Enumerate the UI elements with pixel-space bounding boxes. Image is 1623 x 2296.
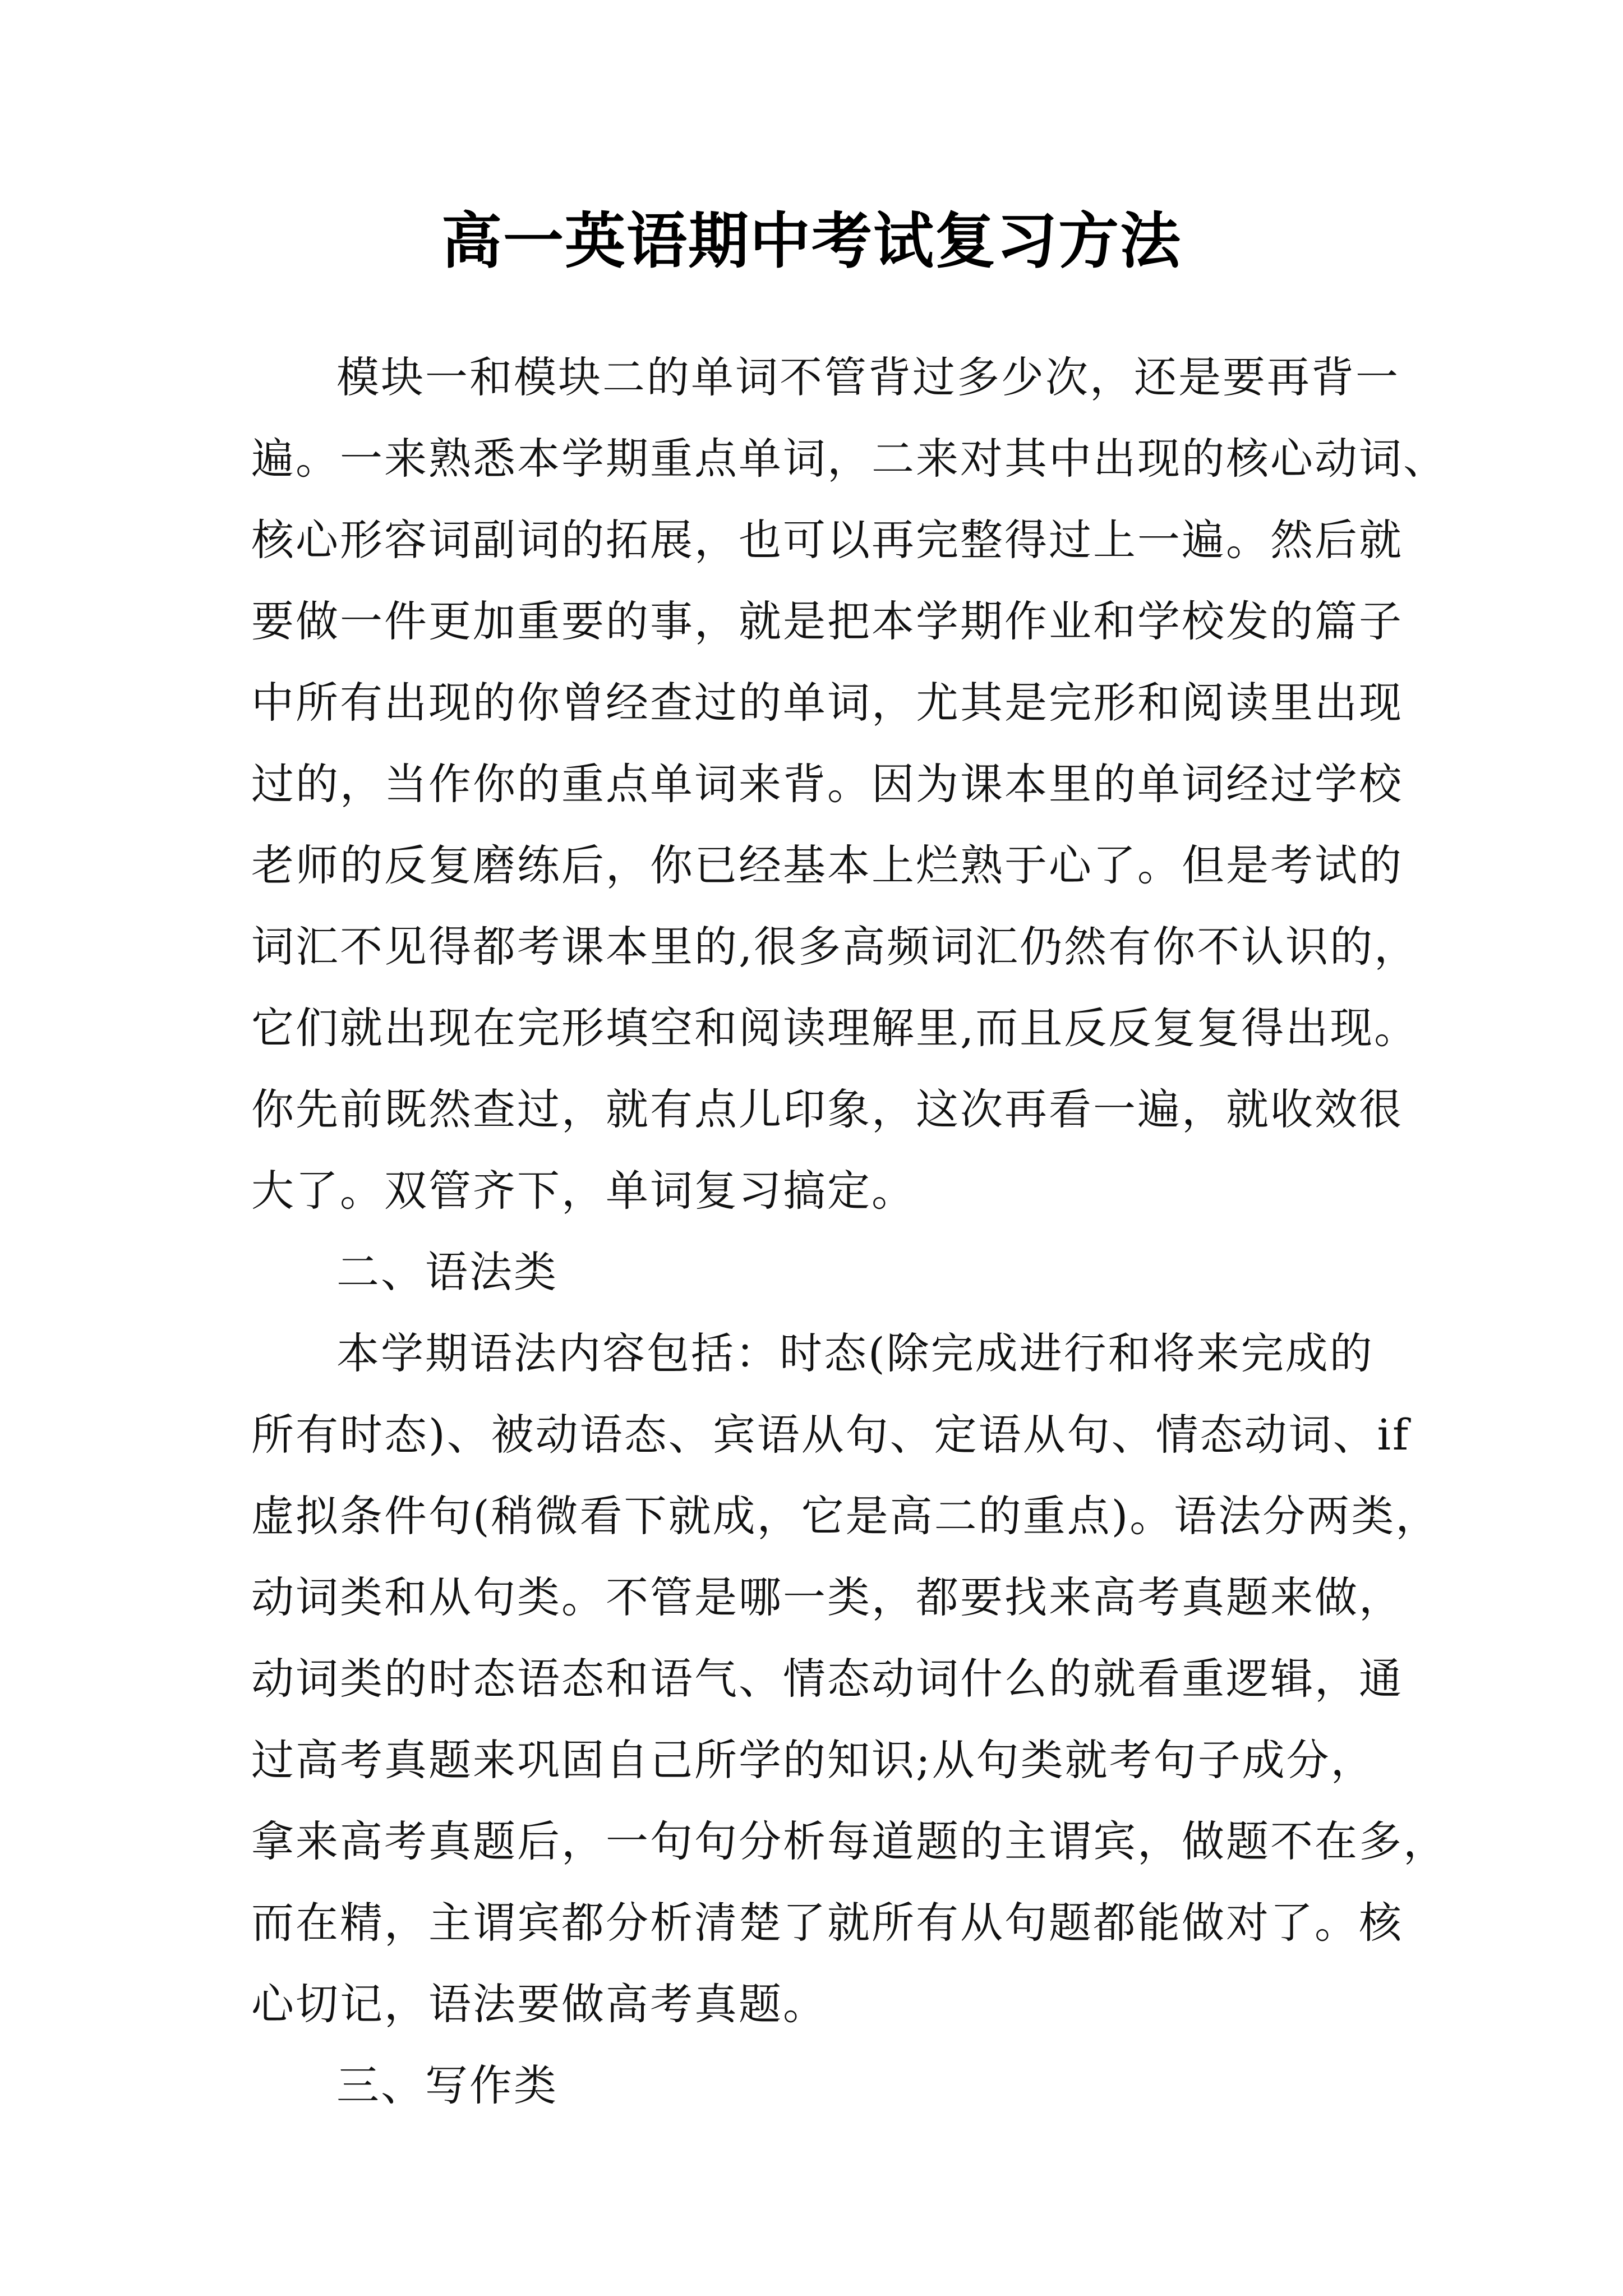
paragraph-line: 大了。双管齐下，单词复习搞定。 <box>251 1166 916 1216</box>
paragraph-line: 过高考真题来巩固自己所学的知识;从句类就考句子成分， <box>251 1735 1375 1785</box>
paragraph-line: 要做一件更加重要的事，就是把本学期作业和学校发的篇子 <box>251 596 1403 646</box>
paragraph-line: 本学期语法内容包括：时态(除完成进行和将来完成的 <box>336 1328 1374 1378</box>
paragraph-line: 它们就出现在完形填空和阅读理解里,而且反反复复得出现。 <box>251 1003 1419 1053</box>
paragraph-line: 你先前既然查过，就有点儿印象，这次再看一遍，就收效很 <box>251 1084 1403 1134</box>
paragraph-line: 而在精，主谓宾都分析清楚了就所有从句题都能做对了。核 <box>251 1898 1403 1948</box>
document-title: 高一英语期中考试复习方法 <box>441 206 1182 277</box>
document-body <box>251 337 1447 2126</box>
paragraph-line: 老师的反复磨练后，你已经基本上烂熟于心了。但是考试的 <box>251 840 1403 890</box>
paragraph-line: 拿来高考真题后，一句句分析每道题的主谓宾，做题不在多， <box>251 1816 1447 1866</box>
paragraph-line: 心切记，语法要做高考真题。 <box>251 1979 827 2029</box>
paragraph-line: 核心形容词副词的拓展，也可以再完整得过上一遍。然后就 <box>251 515 1403 565</box>
section-heading-grammar: 二、语法类 <box>336 1247 558 1297</box>
paragraph-line: 动词类和从句类。不管是哪一类，都要找来高考真题来做， <box>251 1572 1403 1622</box>
paragraph-line: 中所有出现的你曾经查过的单词，尤其是完形和阅读里出现 <box>251 678 1403 728</box>
paragraph-line: 遍。一来熟悉本学期重点单词，二来对其中出现的核心动词、 <box>251 434 1447 484</box>
paragraph-line: 虚拟条件句(稍微看下就成，它是高二的重点)。语法分两类， <box>251 1491 1440 1541</box>
section-heading-writing: 三、写作类 <box>336 2060 558 2110</box>
paragraph-line: 动词类的时态语态和语气、情态动词什么的就看重逻辑，通 <box>251 1654 1403 1704</box>
paragraph-line: 词汇不见得都考课本里的,很多高频词汇仍然有你不认识的， <box>251 922 1419 972</box>
paragraph-line: 过的，当作你的重点单词来背。因为课本里的单词经过学校 <box>251 759 1403 809</box>
paragraph-line: 所有时态)、被动语态、宾语从句、定语从句、情态动词、if <box>251 1410 1410 1460</box>
paragraph-line: 模块一和模块二的单词不管背过多少次，还是要再背一 <box>336 352 1400 402</box>
